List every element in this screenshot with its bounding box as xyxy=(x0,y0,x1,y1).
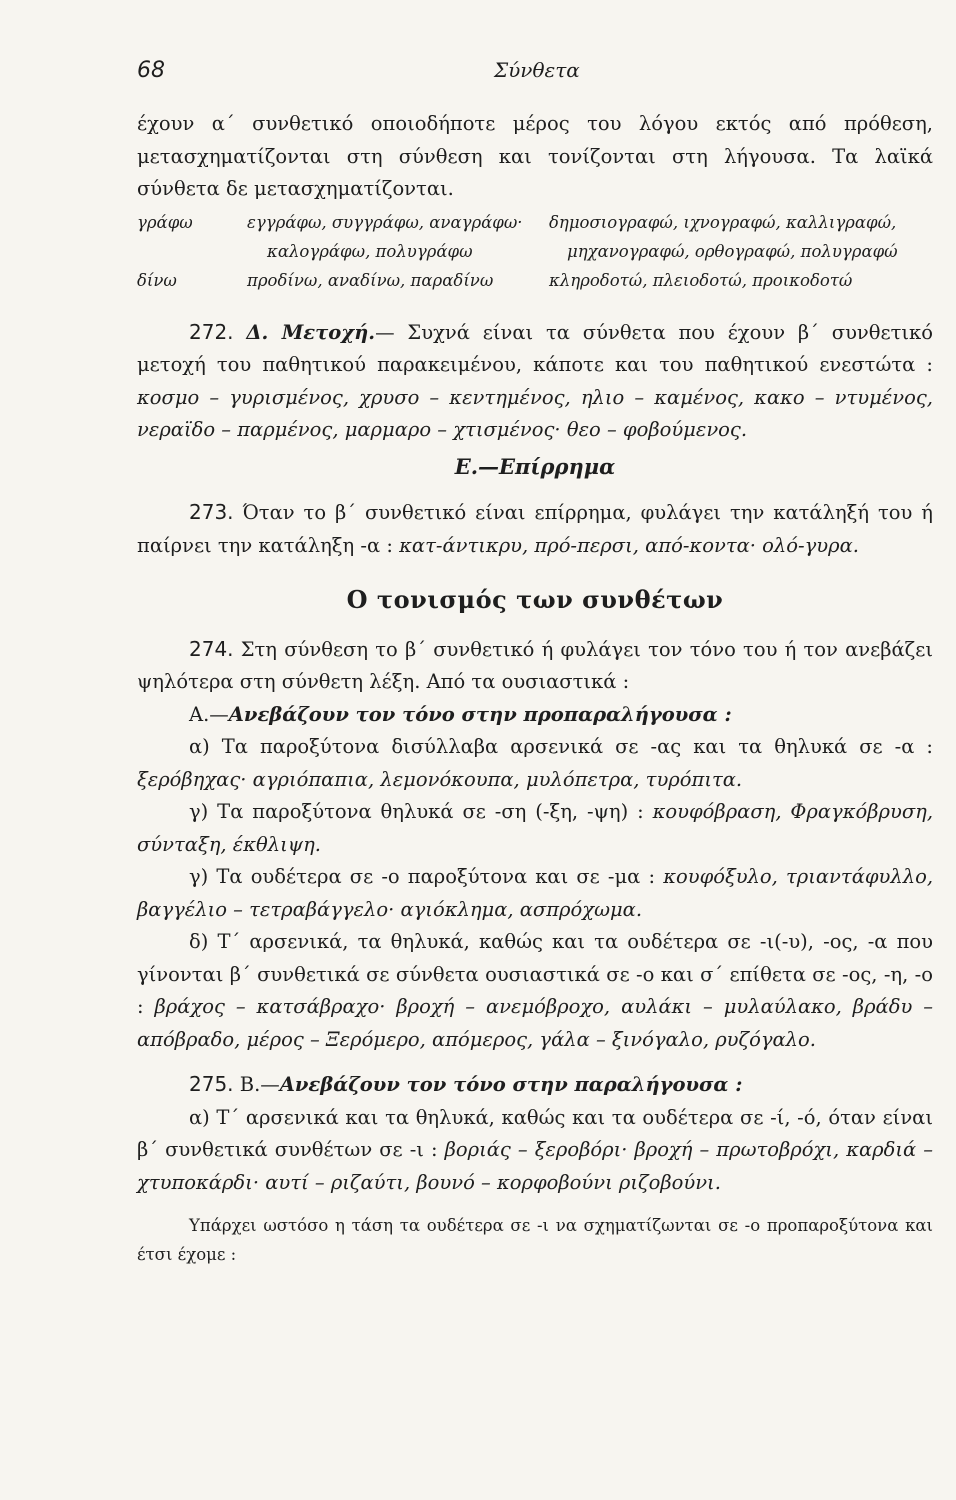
section-number-274: 274. xyxy=(189,636,234,661)
intro-paragraph: έχουν α΄ συνθετικό οποιοδήποτε μέρος του λόγου εκτός από πρόθεση, μετασχηματίζονται στη σύνθεση και τονίζονται στη λήγουσα. Τα λαϊκά σύνθετα δε μετασχηματίζονται. xyxy=(137,112,933,200)
section-number-273: 273. xyxy=(189,500,234,524)
subheading-274-a: Α.—Ανεβάζουν τον τόνο στην προπαραλήγουσα : xyxy=(189,702,732,726)
item-274-delta: δ) Τ΄ αρσενικά, τα θηλυκά, καθώς και τα ουδέτερα σε -ι(-υ), -ος, -α που γίνονται β΄ συνθετικά σε σύνθετα ουσιαστικά σε -ο και σ΄ επίθετα σε -ος, -η, -ο : βράχος – κατσάβραχο· βροχή – ανεμόβροχο, αυλάκι – μυλαύλακο, βράδυ – απόβραδο, μέρος – Ξερόμερο, απόμερος, γάλα – ξινόγαλο, ρυζόγαλο. xyxy=(137,930,933,1051)
example-list xyxy=(137,208,933,304)
section-number-272: 272. xyxy=(189,319,234,344)
paragraph-272-examples: κοσμο – γυρισμένος, χρυσο – κεντημένος, ηλιο – καμένος, κακο – ντυμένος, νεραϊδο – παρμένος, μαρμαρο – χτισμένος· θεο – φοβούμενος. xyxy=(137,385,933,441)
section-title: Ο τονισμός των συνθέτων xyxy=(346,585,724,614)
page-number: 68 xyxy=(137,58,165,83)
example-row2-left: καλογράφω, πολυγράφω xyxy=(267,241,473,261)
item-274-gamma-2: γ) Τα ουδέτερα σε -ο παροξύτονα και σε -μα : κουφόξυλο, τριαντάφυλλο, βαγγέλιο – τετραβάγγελο· αγιόκλημα, ασπρόχωμα. xyxy=(137,865,934,921)
page-body xyxy=(137,108,933,1269)
example-row2-right: μηχανογραφώ, ορθογραφώ, πολυγραφώ xyxy=(567,241,898,261)
item-274-alpha: α) Τα παροξύτονα δισύλλαβα αρσενικά σε -ας και τα θηλυκά σε -α : ξερόβηχας· αγριόπαπια, λεμονόκουπα, μυλόπετρα, τυρόπιτα. xyxy=(137,735,933,791)
page-header xyxy=(137,58,937,88)
paragraph-272 xyxy=(137,316,933,447)
paragraph-275: 275. Β.—Ανεβάζουν τον τόνο στην παραλήγουσα : xyxy=(189,1072,743,1096)
paragraph-274-text: Στη σύνθεση το β΄ συνθετικό ή φυλάγει τον τόνο του ή τον ανεβάζει ψηλότερα στη σύνθετη λέξη. Από τα ουσιαστικά : xyxy=(137,637,933,693)
item-275-alpha: α) Τ΄ αρσενικά και τα θηλυκά, καθώς και τα ουδέτερα σε -ί, -ό, όταν είναι β΄ συνθετικά συνθέτων σε -ι : βοριάς – ξεροβόρι· βροχή – πρωτοβρόχι, καρδιά – χτυποκάρδι· αυτί – ριζαύτι, βουνό – κορφοβούνι ριζοβούνι. xyxy=(137,1105,933,1194)
subheading-e: Ε.—Επίρρημα xyxy=(454,453,616,479)
example-head-dino: δίνω xyxy=(137,270,177,290)
section-label-272: Δ. Μετοχή. xyxy=(246,320,376,344)
paragraph-273 xyxy=(137,496,933,562)
paragraph-274 xyxy=(137,633,933,699)
item-274-gamma-1: γ) Τα παροξύτονα θηλυκά σε -ση (-ξη, -ψη) : κουφόβραση, Φραγκόβρυση, σύνταξη, έκθλιψη. xyxy=(137,800,934,856)
running-title: Σύνθετα xyxy=(494,58,580,82)
paragraph-273-text: Όταν το β΄ συνθετικό είναι επίρρημα, φυλάγει την κατάληξή του ή παίρνει την κατάληξη -α : xyxy=(137,501,933,557)
section-number-275: 275. xyxy=(189,1072,234,1096)
example-row3-left: προδίνω, αναδίνω, παραδίνω xyxy=(247,270,494,290)
paragraph-272-text: — Συχνά είναι τα σύνθετα που έχουν β΄ συνθετικό μετοχή του παθητικού παρακειμένου, κάποτε και του παθητικού ενεστώτα : xyxy=(137,320,933,376)
paragraph-273-examples: κατ-άντικρυ, πρό-περσι, από-κοντα· ολό-γυρα. xyxy=(399,533,859,557)
example-head-grafo: γράφω xyxy=(137,212,193,232)
example-row1-right: δημοσιογραφώ, ιχνογραφώ, καλλιγραφώ, xyxy=(549,212,897,232)
note-275: Υπάρχει ωστόσο η τάση τα ουδέτερα σε -ι να σχηματίζωνται σε -ο προπαροξύτονα και έτσι έχομε : xyxy=(137,1216,933,1264)
example-row3-right: κληροδοτώ, πλειοδοτώ, προικοδοτώ xyxy=(549,270,853,290)
example-row1-left: εγγράφω, συγγράφω, αναγράφω· xyxy=(247,212,523,232)
